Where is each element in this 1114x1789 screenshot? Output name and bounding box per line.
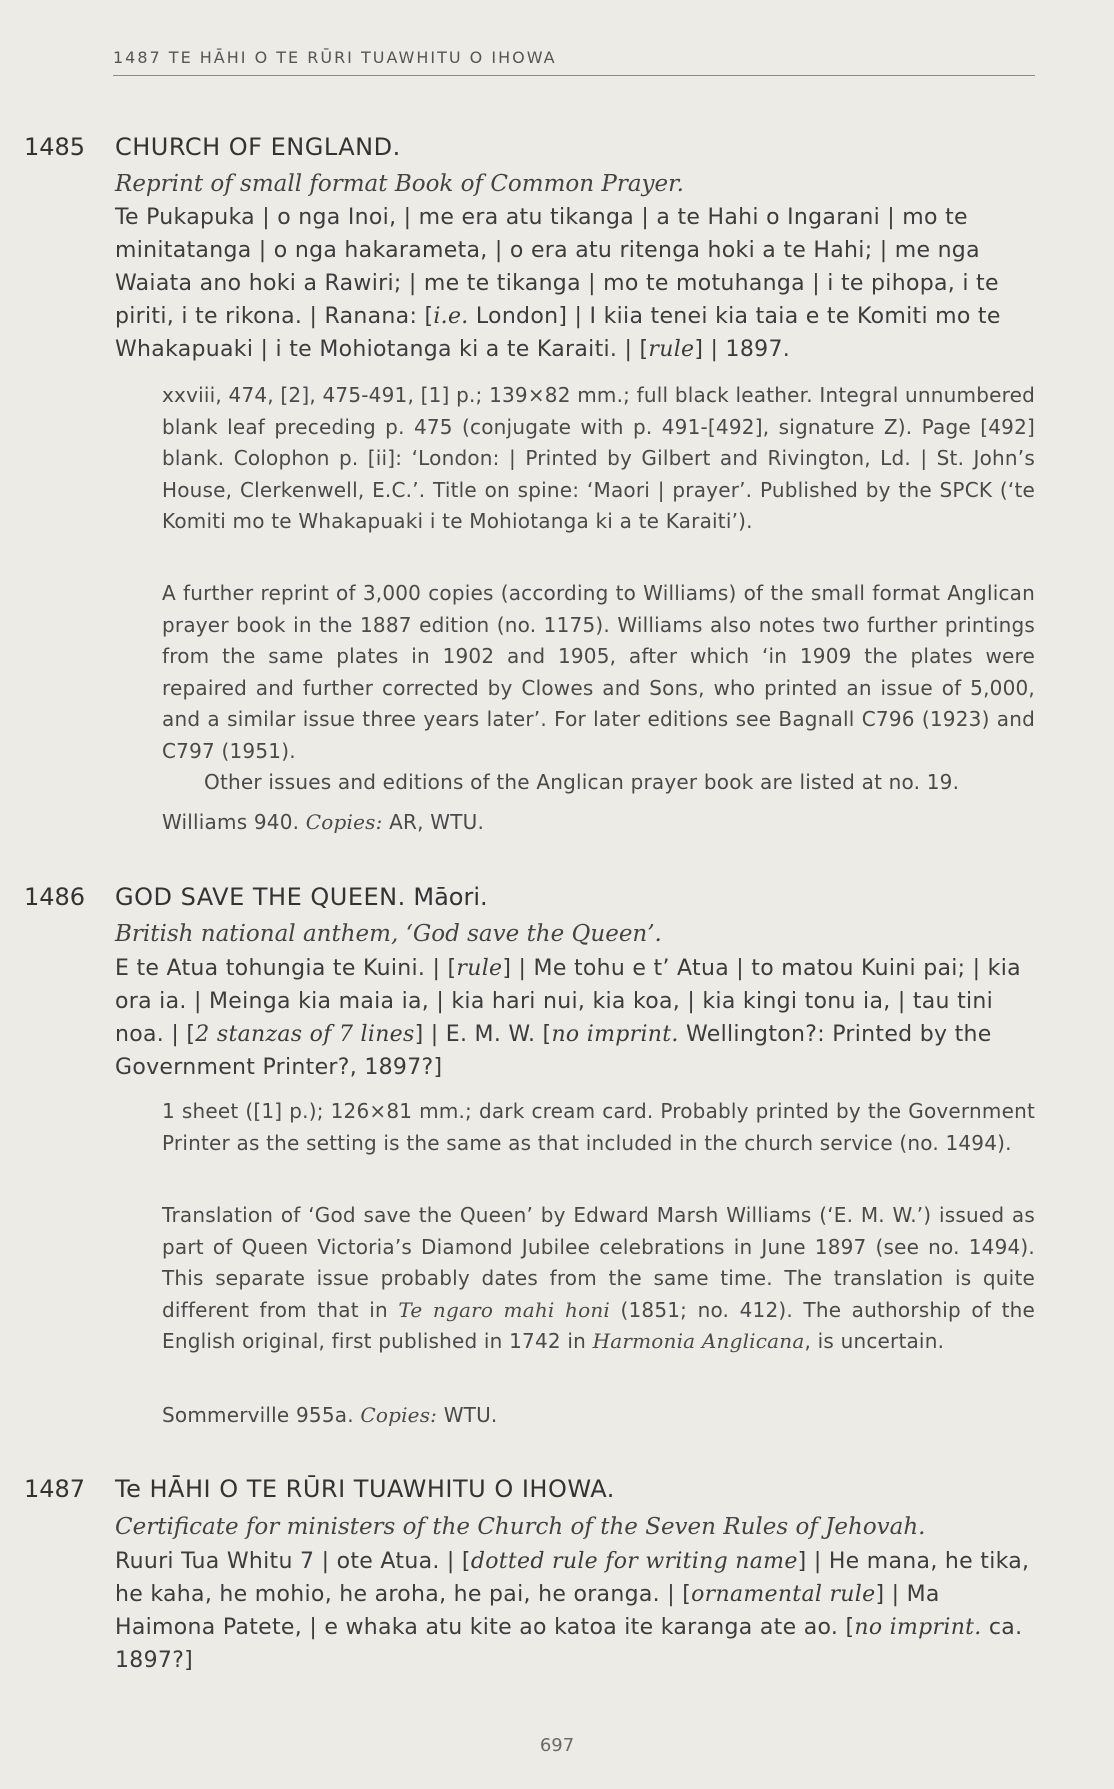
entry-number: 1485: [24, 133, 86, 161]
entry-references: Sommerville 955a. Copies: WTU.: [162, 1403, 498, 1427]
entry-title: Certificate for ministers of the Church of the Seven Rules of Jehovah.: [115, 1514, 926, 1540]
physical-description: 1 sheet ([1] p.); 126×81 mm.; dark cream card. Probably printed by the Government Printer as the setting is the same as that included in the church service (no. 1494).: [162, 1099, 1035, 1155]
entry-heading: GOD SAVE THE QUEEN. Māori.: [115, 883, 488, 911]
entry-note-2: Other issues and editions of the Anglican prayer book are listed at no. 19.: [204, 770, 960, 794]
entry-number: 1487: [24, 1475, 86, 1503]
entry-number: 1486: [24, 883, 86, 911]
entry-transcription: E te Atua tohungia te Kuini. | [rule] | Me tohu e t’ Atua | to matou Kuini pai; | kia ora ia. | Meinga kia maia ia, | kia hari nui, kia koa, | kia kingi tonu ia, | tau tini noa. | [2 stanzas of 7 lines] | E. M. W. [no imprint. Wellington?: Printed by the Government Printer?, 1897?]: [115, 956, 1021, 1080]
entry-references: Williams 940. Copies: AR, WTU.: [162, 810, 485, 834]
entry-heading: CHURCH OF ENGLAND.: [115, 133, 401, 161]
entry-heading: Te HĀHI O TE RŪRI TUAWHITU O IHOWA.: [115, 1475, 615, 1503]
physical-description: xxviii, 474, [2], 475-491, [1] p.; 139×82 mm.; full black leather. Integral unnumbered blank leaf preceding p. 475 (conjugate with p. 491-[492], signature Z). Page [492] blank. Colophon p. [ii]: ‘London: | Printed by Gilbert and Rivington, Ld. | St. John’s House, Clerkenwell, E.C.’. Title on spine: ‘Maori | prayer’. Published by the SPCK (‘te Komiti mo te Whakapuaki i te Mohiotanga ki a te Karaiti’).: [162, 383, 1035, 533]
entry-transcription: Te Pukapuka | o nga Inoi, | me era atu tikanga | a te Hahi o Ingarani | mo te minitatanga | o nga hakarameta, | o era atu ritenga hoki a te Hahi; | me nga Waiata ano hoki a Rawiri; | me te tikanga | mo te motuhanga | i te pihopa, i te piriti, i te rikona. | Ranana: [i.e. London] | I kiia tenei kia taia e te Komiti mo te Whakapuaki | i te Mohiotanga ki a te Karaiti. | [rule] | 1897.: [115, 205, 1001, 362]
entry-transcription: Ruuri Tua Whitu 7 | ote Atua. | [dotted rule for writing name] | He mana, he tika, he kaha, he mohio, he aroha, he pai, he oranga. | [ornamental rule] | Ma Haimona Patete, | e whaka atu kite ao katoa ite karanga ate ao. [no imprint. ca. 1897?]: [115, 1549, 1030, 1673]
running-head: 1487 TE HĀHI O TE RŪRI TUAWHITU O IHOWA: [113, 48, 1035, 76]
page-number: 697: [539, 1735, 575, 1756]
entry-note: Translation of ‘God save the Queen’ by Edward Marsh Williams (‘E. M. W.’) issued as part of Queen Victoria’s Diamond Jubilee celebrations in June 1897 (see no. 1494). This separate issue probably dates from the same time. The translation is quite different from that in Te ngaro mahi honi (1851; no. 412). The authorship of the English original, first published in 1742 in Harmonia Anglicana, is uncertain.: [162, 1203, 1035, 1353]
entry-title: British national anthem, ‘God save the Queen’.: [115, 921, 662, 947]
entry-title: Reprint of small format Book of Common Prayer.: [115, 171, 684, 197]
entry-note: A further reprint of 3,000 copies (according to Williams) of the small format Anglican prayer book in the 1887 edition (no. 1175). Williams also notes two further printings from the same plates in 1902 and 1905, after which ‘in 1909 the plates were repaired and further corrected by Clowes and Sons, who printed an issue of 5,000, and a similar issue three years later’. For later editions see Bagnall C796 (1923) and C797 (1951).: [162, 581, 1035, 763]
